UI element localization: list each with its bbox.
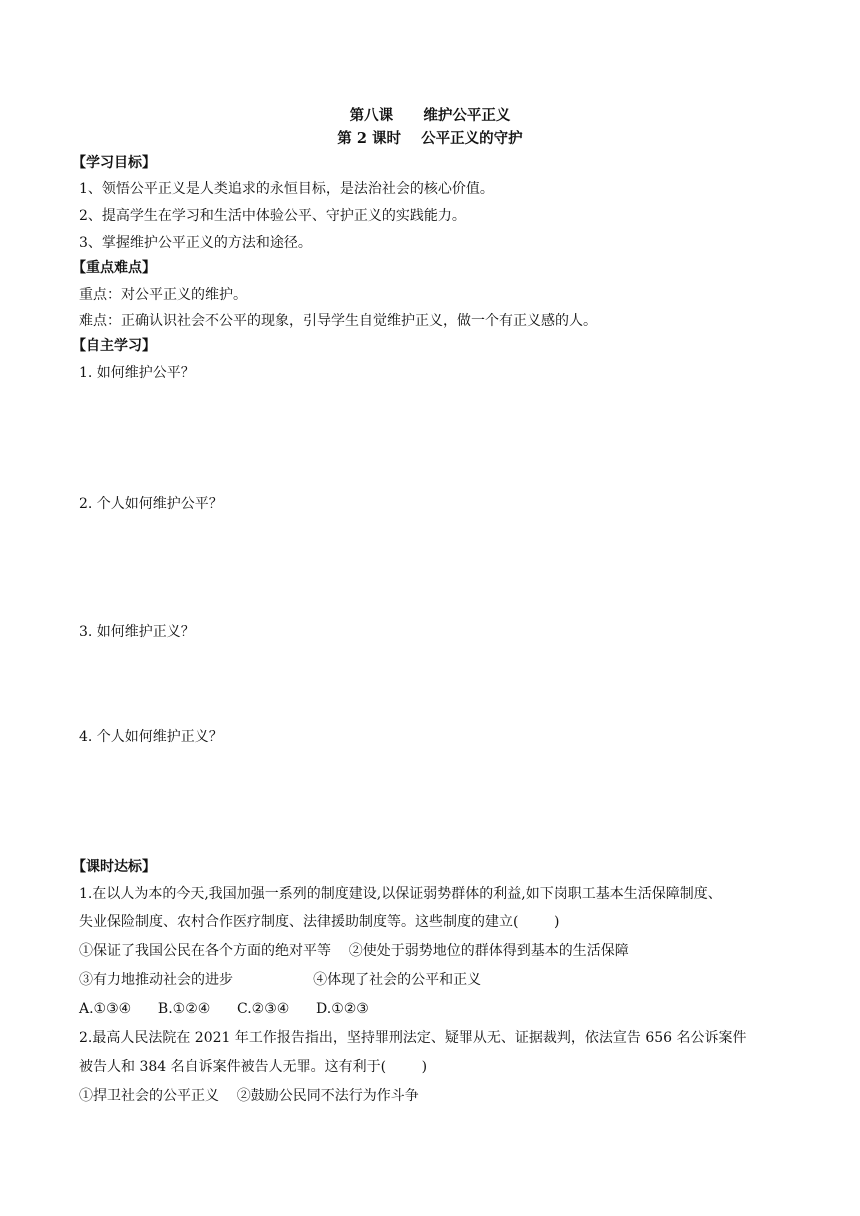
self-study-heading: 【自主学习】 (72, 338, 156, 354)
self-study-question: 3. 如何维护正义？ (79, 624, 195, 640)
objective-item: 2、提高学生在学习和生活中体验公平、守护正义的实践能力。 (79, 208, 466, 224)
q1-choices: A.①③④ B.①②④ C.②③④ D.①②③ (79, 1001, 369, 1017)
practice-heading: 【课时达标】 (72, 859, 156, 875)
period-title: 第 2 课时 公平正义的守护 (337, 130, 523, 147)
self-study-question: 4. 个人如何维护正义？ (79, 729, 223, 745)
q1-options-line1: ①保证了我国公民在各个方面的绝对平等 ②使处于弱势地位的群体得到基本的生活保障 (79, 943, 629, 959)
objectives-heading: 【学习目标】 (72, 155, 156, 171)
q1-stem-line2: 失业保险制度、农村合作医疗制度、法律援助制度等。这些制度的建立( ) (79, 914, 560, 930)
key-point: 重点：对公平正义的维护。 (79, 287, 247, 303)
q2-stem-line2: 被告人和 384 名自诉案件被告人无罪。这有利于( ) (79, 1059, 428, 1075)
self-study-question: 1. 如何维护公平？ (79, 365, 195, 381)
self-study-question: 2. 个人如何维护公平？ (79, 496, 223, 512)
q1-options-line2: ③有力地推动社会的进步 ④体现了社会的公平和正义 (79, 972, 482, 988)
objective-item: 1、领悟公平正义是人类追求的永恒目标，是法治社会的核心价值。 (79, 181, 494, 197)
q2-stem-line1: 2.最高人民法院在 2021 年工作报告指出，坚持罪刑法定、疑罪从无、证据裁判，依法宣告 656 名公诉案件 (79, 1030, 747, 1046)
lesson-title: 第八课 维护公平正义 (349, 107, 511, 124)
objective-item: 3、掌握维护公平正义的方法和途径。 (79, 235, 312, 251)
difficulty-point: 难点：正确认识社会不公平的现象，引导学生自觉维护正义，做一个有正义感的人。 (79, 313, 597, 329)
key-points-heading: 【重点难点】 (72, 260, 156, 276)
q2-options-line1: ①捍卫社会的公平正义 ②鼓励公民同不法行为作斗争 (79, 1088, 419, 1104)
q1-stem-line1: 1.在以人为本的今天,我国加强一系列的制度建设,以保证弱势群体的利益,如下岗职工基本生活保障制度、 (79, 886, 722, 902)
